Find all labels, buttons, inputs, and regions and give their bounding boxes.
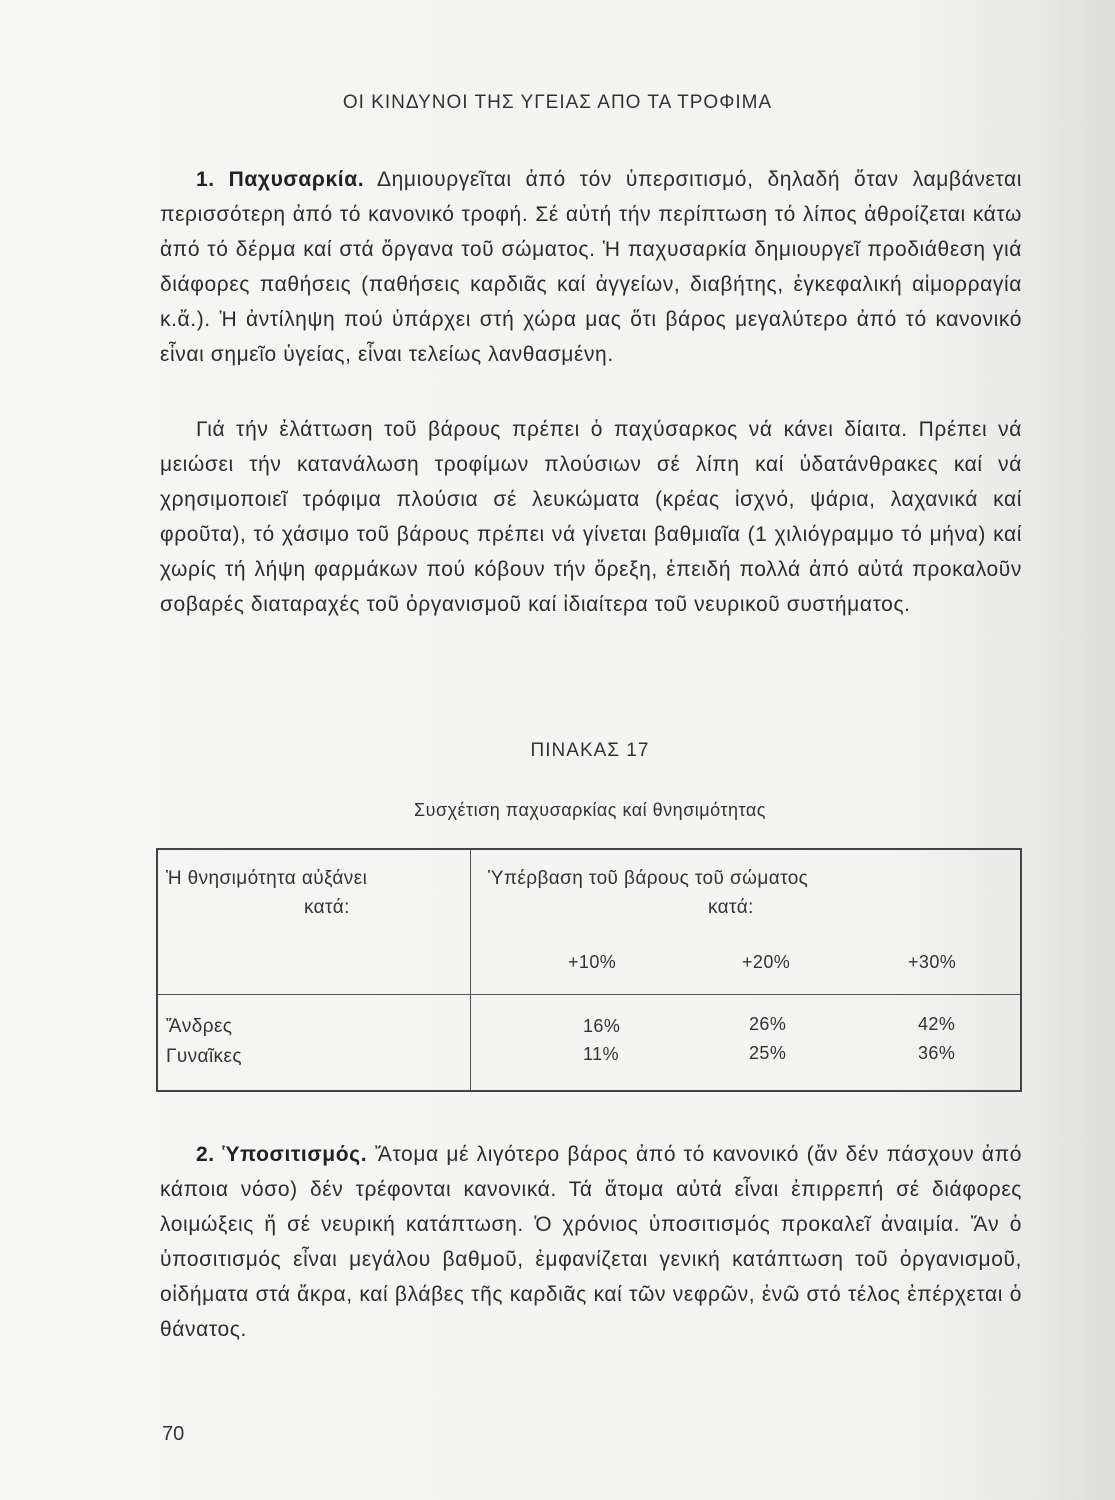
page-number: 70 — [162, 1423, 185, 1445]
table-cell: 11% — [583, 1044, 619, 1064]
table-title: ΠΙΝΑΚΑΣ 17 — [530, 740, 650, 761]
paragraph-diet-text: Γιά τήν ἐλάττωση τοῦ βάρους πρέπει ὁ παχύσαρκος νά κάνει δίαιτα. Πρέπει νά μειώσει τήν κατανάλωση τροφίμων πλούσιων σέ λίπη καί ὑδατάνθρακες καί νά χρησιμοποιεῖ τρόφιμα πλούσια σέ λευκώματα (κρέας ἰσχνό, ψάρια, λαχανικά καί φροῦτα), τό χάσιμο τοῦ βάρους πρέπει νά γίνεται βαθμιαῖα (1 χιλιόγραμμο τό μήνα) καί χωρίς τή λήψη φαρμάκων πού κόβουν τήν ὄρεξη, ἐπειδή πολλά ἀπό αὐτά προκαλοῦν σοβαρές διαταραχές τοῦ ὀργανισμοῦ καί ἰδιαίτερα τοῦ νευρικοῦ συστήματος. — [160, 418, 1022, 616]
table-divider-horizontal — [158, 994, 1020, 995]
table-divider-vertical — [470, 850, 471, 1090]
mortality-table — [156, 848, 1022, 1092]
row-label-men: Ἄνδρες — [166, 1016, 233, 1037]
column-header: +10% — [568, 952, 617, 972]
table-right-header — [488, 864, 1008, 922]
table-left-header-line2: κατά: — [304, 897, 350, 918]
table-cell: 16% — [583, 1016, 621, 1036]
table-right-header-line1: Ὑπέρβαση τοῦ βάρους τοῦ σώματος — [488, 868, 809, 889]
table-subtitle: Συσχέτιση παχυσαρκίας καί θνησιμότητας — [414, 800, 766, 820]
column-header: +20% — [742, 952, 791, 972]
table-left-header-line1: Ἡ θνησιμότητα αὐξάνει — [166, 868, 368, 889]
section-title-malnutrition: 2. Ὑποσιτισμός. — [196, 1143, 368, 1166]
table-cell: 25% — [749, 1043, 787, 1063]
paragraph-obesity — [160, 162, 1022, 372]
table-cell: 26% — [749, 1014, 787, 1034]
paragraph-malnutrition-text: Ἄτομα μέ λιγότερο βάρος ἀπό τό κανονικό (ἄν δέν πάσχουν ἀπό κάποια νόσο) δέν τρέφονται κανονικά. Τά ἄτομα αὐτά εἶναι ἐπιρρεπή σέ διάφορες λοιμώξεις ἤ σέ νευρική κατάπτωση. Ὁ χρόνιος ὑποσιτισμός προκαλεῖ ἀναιμία. Ἄν ὁ ὑποσιτισμός εἶναι μεγάλου βαθμοῦ, ἐμφανίζεται γενική κατάπτωση τοῦ ὀργανισμοῦ, οἰδήματα στά ἄκρα, καί βλάβες τῆς καρδιᾶς καί τῶν νεφρῶν, ἐνῶ στό τέλος ἐπέρχεται ὁ θάνατος. — [160, 1143, 1022, 1341]
row-label-women: Γυναῖκες — [166, 1046, 242, 1067]
column-header: +30% — [908, 952, 957, 972]
table-left-header — [166, 864, 466, 922]
table-right-header-line2: κατά: — [708, 897, 754, 918]
paragraph-malnutrition — [160, 1137, 1022, 1347]
paragraph-obesity-text: Δημιουργεῖται ἀπό τόν ὑπερσιτισμό, δηλαδή ὅταν λαμβάνεται περισσότερη ἀπό τό κανονικό τροφή. Σέ αὐτή τήν περίπτωση τό λίπος ἀθροίζεται κάτω ἀπό τό δέρμα καί στά ὄργανα τοῦ σώματος. Ἡ παχυσαρκία δημιουργεῖ προδιάθεση γιά διάφορες παθήσεις (παθήσεις καρδιᾶς καί ἀγγείων, διαβήτης, ἐγκεφαλική αἱμορραγία κ.ἄ.). Ἡ ἀντίληψη πού ὑπάρχει στή χώρα μας ὅτι βάρος μεγαλύτερο ἀπό τό κανονικό εἶναι σημεῖο ὑγείας, εἶναι τελείως λανθασμένη. — [160, 168, 1023, 366]
page-header: ΟΙ ΚΙΝΔΥΝΟΙ ΤΗΣ ΥΓΕΙΑΣ ΑΠΟ ΤΑ ΤΡΟΦΙΜΑ — [342, 92, 773, 113]
table-cell: 36% — [918, 1043, 956, 1063]
paragraph-diet — [160, 412, 1022, 622]
section-title-obesity: 1. Παχυσαρκία. — [196, 168, 365, 191]
table-cell: 42% — [918, 1014, 956, 1034]
